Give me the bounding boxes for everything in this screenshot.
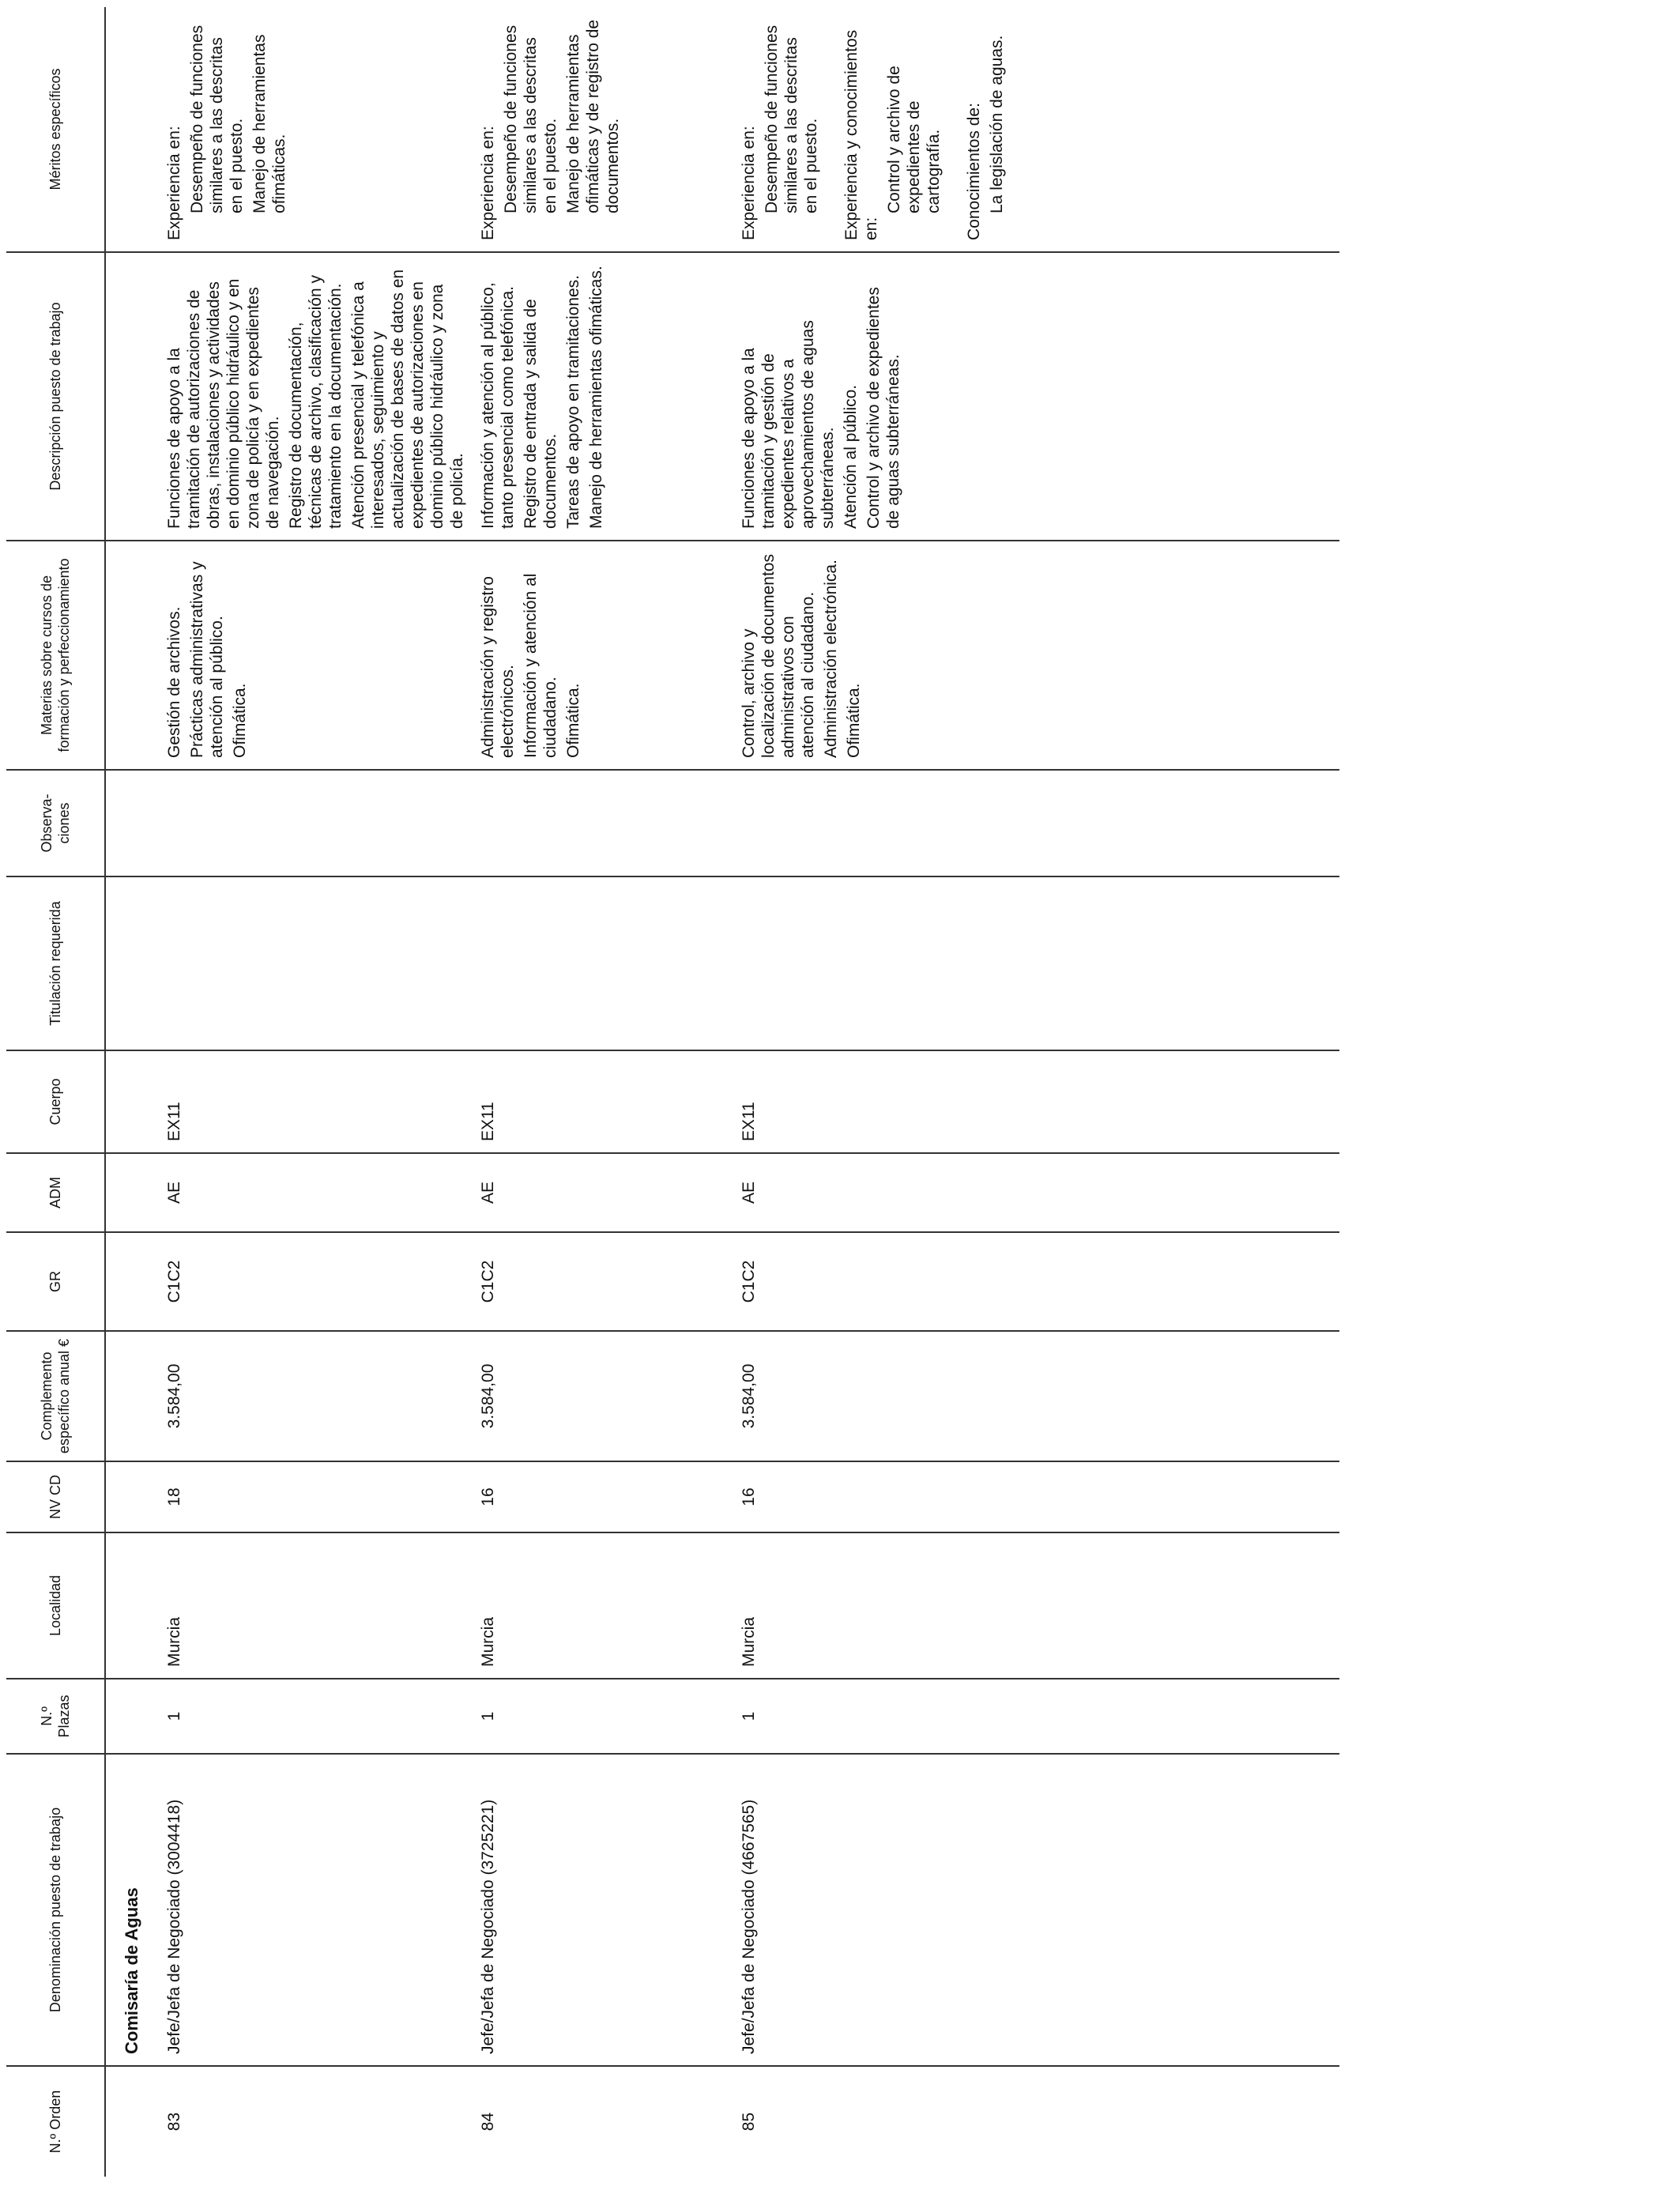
header-complemento: Complemento específico anual € bbox=[6, 1331, 105, 1461]
merito-item: La legislación de aguas. bbox=[988, 35, 1006, 213]
merito-item: Desempeño de funciones similares a las descritas en el puesto. bbox=[188, 25, 246, 213]
header-adm: ADM bbox=[6, 1153, 105, 1232]
descripcion-item: Funciones de apoyo a la tramitación de autorizaciones de obras, instalaciones y actividades en dominio público hidráulico y en zona de policía y en expedientes de navegación. bbox=[165, 278, 282, 529]
descripcion-item: Funciones de apoyo a la tramitación y gestión de expedientes relativos a aprovechamientos de aguas subterráneas. bbox=[740, 320, 837, 529]
materia-item: Administración electrónica. bbox=[822, 560, 840, 758]
cell-localidad: Murcia bbox=[731, 1532, 1339, 1679]
materia-item: Control, archivo y localización de documentos administrativos con atención al ciudadano. bbox=[740, 554, 817, 758]
table-row bbox=[156, 7, 470, 2177]
meritos-intro-2: Experiencia y conocimientos en: bbox=[842, 29, 880, 240]
cell-observaciones bbox=[731, 770, 1339, 876]
section-row bbox=[105, 7, 156, 2177]
header-observaciones: Observa- ciones bbox=[6, 770, 105, 876]
cell-meritos bbox=[731, 7, 1339, 252]
cell-denominacion: Jefe/Jefa de Negociado (4667565) bbox=[731, 1754, 1339, 2066]
merito-item: Manejo de herramientas ofimáticas y de registro de documentos. bbox=[564, 19, 622, 213]
cell-materias bbox=[470, 541, 731, 770]
cell-complemento: 3.584,00 bbox=[470, 1331, 731, 1461]
cell-descripcion bbox=[731, 252, 1339, 541]
cell-plazas: 1 bbox=[731, 1679, 1339, 1754]
cell-localidad: Murcia bbox=[156, 1532, 470, 1679]
meritos-intro: Experiencia en: bbox=[165, 126, 183, 240]
cell-cuerpo: EX11 bbox=[156, 1050, 470, 1153]
cell-adm: AE bbox=[470, 1153, 731, 1232]
materia-item: Ofimática. bbox=[231, 683, 249, 758]
header-titulacion: Titulación requerida bbox=[6, 876, 105, 1050]
cell-plazas: 1 bbox=[156, 1679, 470, 1754]
header-localidad: Localidad bbox=[6, 1532, 105, 1679]
header-plazas: N.º Plazas bbox=[6, 1679, 105, 1754]
materia-item: Ofimática. bbox=[845, 683, 863, 758]
cell-grupo: C1C2 bbox=[470, 1232, 731, 1331]
descripcion-item: Registro de entrada y salida de documentos. bbox=[522, 299, 559, 529]
cell-meritos bbox=[470, 7, 731, 252]
meritos-intro-3: Conocimientos de: bbox=[965, 103, 983, 240]
header-cuerpo: Cuerpo bbox=[6, 1050, 105, 1153]
cell-cuerpo: EX11 bbox=[731, 1050, 1339, 1153]
header-denominacion: Denominación puesto de trabajo bbox=[6, 1754, 105, 2066]
materia-item: Gestión de archivos. bbox=[165, 606, 183, 758]
cell-grupo: C1C2 bbox=[156, 1232, 470, 1331]
cell-nivel: 16 bbox=[731, 1461, 1339, 1532]
merito-item: Desempeño de funciones similares a las descritas en el puesto. bbox=[763, 25, 820, 213]
merito-item: Control y archivo de expedientes de cartografía. bbox=[885, 66, 943, 213]
cell-orden: 83 bbox=[165, 2112, 183, 2132]
header-row bbox=[6, 7, 105, 2177]
merito-item: Desempeño de funciones similares a las descritas en el puesto. bbox=[502, 25, 559, 213]
cell-cuerpo: EX11 bbox=[470, 1050, 731, 1153]
cell-denominacion: Jefe/Jefa de Negociado (3004418) bbox=[156, 1754, 470, 2066]
cell-adm: AE bbox=[731, 1153, 1339, 1232]
cell-observaciones bbox=[156, 770, 470, 876]
header-descripcion: Descripción puesto de trabajo bbox=[6, 252, 105, 541]
header-grupo: GR bbox=[6, 1232, 105, 1331]
descripcion-item: Control y archivo de expedientes de aguas subterráneas. bbox=[864, 287, 902, 529]
cell-complemento: 3.584,00 bbox=[731, 1331, 1339, 1461]
cell-observaciones bbox=[470, 770, 731, 876]
cell-titulacion bbox=[731, 876, 1339, 1050]
header-nivel: NV CD bbox=[6, 1461, 105, 1532]
cell-adm: AE bbox=[156, 1153, 470, 1232]
cell-titulacion bbox=[156, 876, 470, 1050]
materia-item: Prácticas administrativas y atención al público. bbox=[188, 561, 226, 758]
job-positions-table bbox=[6, 7, 1339, 2177]
descripcion-item: Manejo de herramientas ofimáticas. bbox=[587, 266, 605, 529]
table-row bbox=[731, 7, 1339, 2177]
materia-item: Ofimática. bbox=[564, 683, 582, 758]
descripcion-item: Atención al público. bbox=[842, 384, 860, 529]
cell-nivel: 16 bbox=[470, 1461, 731, 1532]
header-orden: N.º Orden bbox=[6, 2066, 105, 2177]
cell-complemento: 3.584,00 bbox=[156, 1331, 470, 1461]
header-materias: Materias sobre cursos de formación y perfeccionamiento bbox=[6, 541, 105, 770]
descripcion-item: Información y atención al público, tanto presencial como telefónica. bbox=[479, 282, 517, 529]
cell-orden: 84 bbox=[479, 2112, 497, 2132]
cell-grupo: C1C2 bbox=[731, 1232, 1339, 1331]
cell-materias bbox=[156, 541, 470, 770]
materia-item: Administración y registro electrónicos. bbox=[479, 576, 517, 758]
header-meritos: Méritos específicos bbox=[6, 7, 105, 252]
cell-nivel: 18 bbox=[156, 1461, 470, 1532]
cell-descripcion bbox=[156, 252, 470, 541]
cell-meritos bbox=[156, 7, 470, 252]
meritos-intro: Experiencia en: bbox=[479, 126, 497, 240]
meritos-intro: Experiencia en: bbox=[740, 126, 758, 240]
descripcion-item: Tareas de apoyo en tramitaciones. bbox=[564, 274, 582, 529]
descripcion-item: Atención presencial y telefónica a interesados, seguimiento y actualización de bases de datos en expedientes de autorizaciones en dominio público hidráulico y zona de policía. bbox=[349, 269, 466, 529]
table-row bbox=[470, 7, 731, 2177]
cell-titulacion bbox=[470, 876, 731, 1050]
materia-item: Información y atención al ciudadano. bbox=[522, 573, 559, 758]
merito-item: Manejo de herramientas ofimáticas. bbox=[250, 34, 288, 213]
cell-localidad: Murcia bbox=[470, 1532, 731, 1679]
cell-denominacion: Jefe/Jefa de Negociado (3725221) bbox=[470, 1754, 731, 2066]
cell-orden: 85 bbox=[740, 2112, 758, 2132]
cell-descripcion bbox=[470, 252, 731, 541]
section-title: Comisaría de Aguas bbox=[105, 1754, 156, 2066]
cell-materias bbox=[731, 541, 1339, 770]
cell-plazas: 1 bbox=[470, 1679, 731, 1754]
descripcion-item: Registro de documentación, técnicas de archivo, clasificación y tratamiento en la documentación. bbox=[287, 275, 345, 529]
